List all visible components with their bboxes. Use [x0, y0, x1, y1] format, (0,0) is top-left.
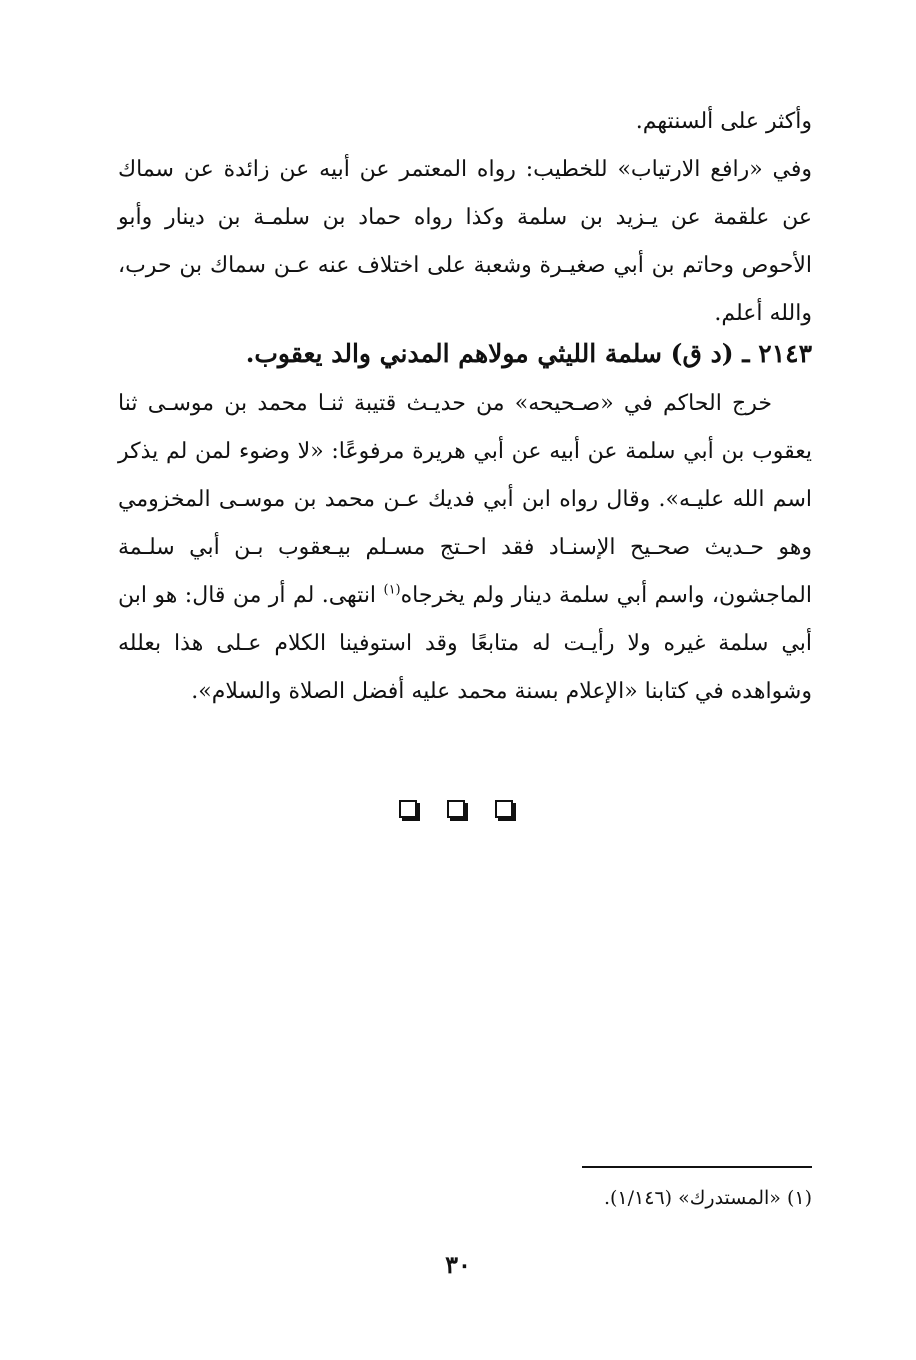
footnote-divider	[582, 1166, 812, 1168]
entry-body-part1: خرج الحاكم في «صـحيحه» من حديـث قتيبة ثنـا محمد بن موسـى ثنا يعقوب بن أبي سلمة عن أبيه عن أبي هريرة مرفوعًا: «لا وضوء لمن لم يذكر اسم الله عليـه». وقال رواه ابن أبي فديك عـن محمد بن موسـى المخزومي وهو حـديث صحـيح الإسنـاد فقد احـتج مسـلم بيـعقوب بـن أبي سلـمة الماجشون، واسم أبي سلمة دينار ولم يخرجاه	[118, 391, 812, 608]
square-ornament-icon	[399, 800, 421, 822]
section-separator	[0, 800, 916, 822]
footnote-reference: (١)	[383, 582, 401, 598]
page-number: ٣٠	[445, 1250, 471, 1279]
footnote: (١) «المستدرك» (١/١٤٦).	[603, 1187, 812, 1209]
continuation-paragraph: وأكثر على ألسنتهم.	[635, 109, 812, 134]
square-ornament-icon	[447, 800, 469, 822]
khatib-paragraph: وفي «رافع الارتياب» للخطيب: رواه المعتمر عن أبيه عن زائدة عن سماك عن علقمة عن يـزيد بن سلمة وكذا رواه حماد بن سلمـة بن دينار وأبو الأحوص وحاتم بن أبي صغيـرة وشعبة على اختلاف عنه عـن سماك بن حرب، والله أعلم.	[118, 157, 812, 326]
entry-heading: ٢١٤٣ ـ (د ق) سلمة الليثي مولاهم المدني والد يعقوب.	[245, 339, 812, 368]
entry-body	[118, 380, 812, 716]
square-ornament-icon	[495, 800, 517, 822]
entry-body-part2: انتهى. لم أر من قال: هو ابن أبي سلمة غيره ولا رأيـت له متابعًا وقد استوفينا الكلام عـلى هذا بعلله وشواهده في كتابنا «الإعلام بسنة محمد عليه أفضل الصلاة والسلام».	[118, 583, 812, 704]
